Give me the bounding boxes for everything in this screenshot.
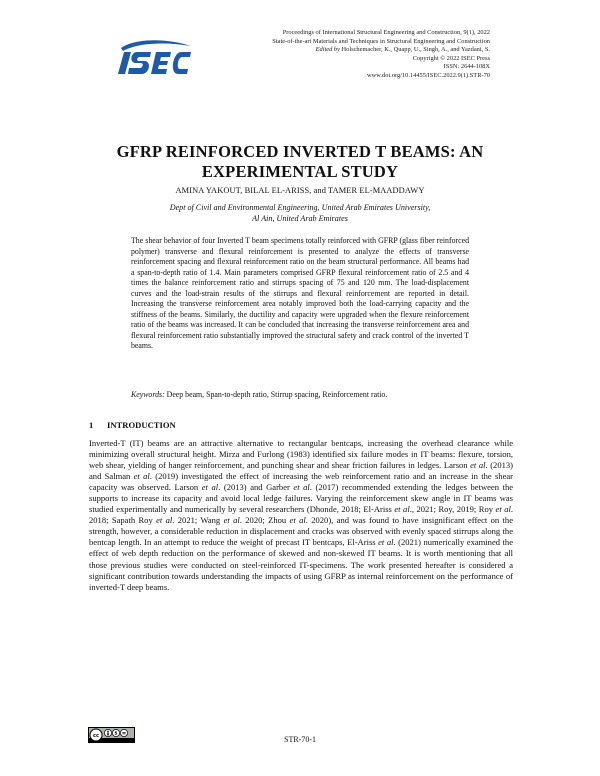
paper-title	[80, 142, 520, 182]
text-run: . 2018; Sapath Roy	[89, 504, 513, 526]
keywords-text: Deep beam, Span-to-depth ratio, Stirrup spacing, Reinforcement ratio.	[164, 390, 388, 399]
authors: AMINA YAKOUT, BILAL EL-ARISS, and TAMER EL-MAADDAWY	[175, 186, 425, 195]
et-al: et al	[378, 537, 394, 548]
keywords-label: Keywords:	[131, 390, 165, 399]
text-run: . (2017) recommended extending the ledges between the supports to increase its capacity and avoid local ledge failures. Varying the reinforcement skew angle in IT beams was studied experimentally and numerically by several researchers (Dhonde, 2018; El-Ariss	[89, 482, 514, 515]
copyright-line: Copyright © 2022 ISEC Press	[412, 54, 490, 62]
et-al: et al	[156, 515, 173, 526]
affiliation-line-2: Al Ain, United Arab Emirates	[252, 213, 348, 223]
editors-prefix: Edited by	[315, 46, 340, 54]
text-run: . 2020; Zhou	[239, 515, 290, 526]
svg-text:$: $	[114, 730, 118, 736]
text-run: . (2021) numerically examined the effect of web depth reduction on the performance of skewed and non-skewed IT beams. It is worth mentioning that all those previous studies were conducted on steel-reinforced IT-specimens. The work presented hereafter is considered a significant contribution towards understanding the impacts of using GFRP as internal reinforcement on the performance of inverted-T deep beams.	[89, 537, 513, 592]
keywords	[131, 390, 469, 399]
series-line: State-of-the-art Materials and Techniques in Structural Engineering and Construction	[272, 37, 490, 45]
text-run: . (2013) and Salman	[89, 460, 513, 482]
text-run: . 2021; Wang	[172, 515, 224, 526]
section-heading-introduction	[89, 420, 176, 430]
et-al: et al	[293, 482, 310, 493]
et-al: et al	[495, 504, 511, 515]
abstract: The shear behavior of four Inverted T beam specimens totally reinforced with GFRP (glass fiber reinforced polymer) transverse and flexural reinforcement is presented to analyze the effects of transverse reinforcement spacing and flexural reinforcement ratio on the beam structural performance. All beams had a span-to-depth ratio of 1.4. Main parameters comprised GFRP flexural reinforcement ratio of 2.5 and 4 times the balance reinforcement ratio and stirrups spacing of 75 and 120 mm. The load-displacement curves and the load-strain results of the stirrups and flexural reinforcement are reported in detail. Increasing the transverse reinforcement area notably improved both the load-carrying capacity and the stiffness of the beams. Similarly, the ductility and capacity were upgraded when the flexure reinforcement ratio of the beams was increased. It can be concluded that increasing the transverse reinforcement area and flexural reinforcement ratio substantially improved the structural safety and crack control of the inverted T beams.	[131, 236, 469, 351]
page-number: STR-70-1	[284, 735, 316, 744]
et-al: et al	[201, 482, 219, 493]
text-run: . 2020), and was found to have insignificant effect on the strength, however, a considerable reduction in displacement and cracks was observed with evenly spaced stirrups along the bentcap length. In an attempt to reduce the weight of precast IT bentcaps, El-Ariss	[89, 515, 513, 548]
introduction-paragraph	[89, 438, 513, 593]
isec-logo	[115, 38, 195, 78]
affiliation	[110, 203, 490, 224]
et-al: et al	[470, 460, 486, 471]
et-al: et al	[289, 515, 306, 526]
text-run: ., 2021; Roy, 2019; Roy	[409, 504, 496, 515]
et-al: et al	[223, 515, 240, 526]
publication-info	[190, 29, 490, 81]
editors-names: Holschemacher, K., Quapp, U., Singh, A., and Yazdani, S.	[339, 46, 490, 54]
affiliation-line-1: Dept of Civil and Environmental Engineering, United Arab Emirates University,	[169, 203, 431, 212]
editors-line	[190, 46, 490, 55]
svg-text:cc: cc	[93, 733, 99, 739]
issn-line: ISSN: 2644-108X	[443, 63, 490, 71]
paper-title-line-2: EXPERIMENTAL STUDY	[201, 162, 399, 181]
journal-line: Proceedings of International Structural Engineering and Construction, 9(1), 2022	[282, 29, 490, 36]
et-al: et al	[133, 471, 150, 482]
section-title: INTRODUCTION	[107, 420, 176, 430]
text-run: . (2013) and Garber	[218, 482, 294, 493]
paper-title-line-1: GFRP REINFORCED INVERTED T BEAMS: AN	[116, 142, 484, 161]
et-al: et al	[394, 504, 410, 515]
text-run: . (2019) investigated the effect of increasing the web reinforcement ratio and an increase in the shear capacity was observed. Larson	[89, 471, 514, 493]
doi-link[interactable]: www.doi.org/10.14455/ISEC.2022.9(1).STR-70	[366, 71, 490, 79]
section-number: 1	[89, 420, 94, 430]
text-run: Inverted-T (IT) beams are an attractive alternative to rectangular bentcaps, increasing the overhead clearance while minimizing overall structural height. Mirza and Furlong (1983) identified six failure modes in IT beams: flexure, torsion, web shear, yielding of hanger reinforcement, and punching shear and shear friction failures in ledges. Larson	[89, 438, 513, 471]
